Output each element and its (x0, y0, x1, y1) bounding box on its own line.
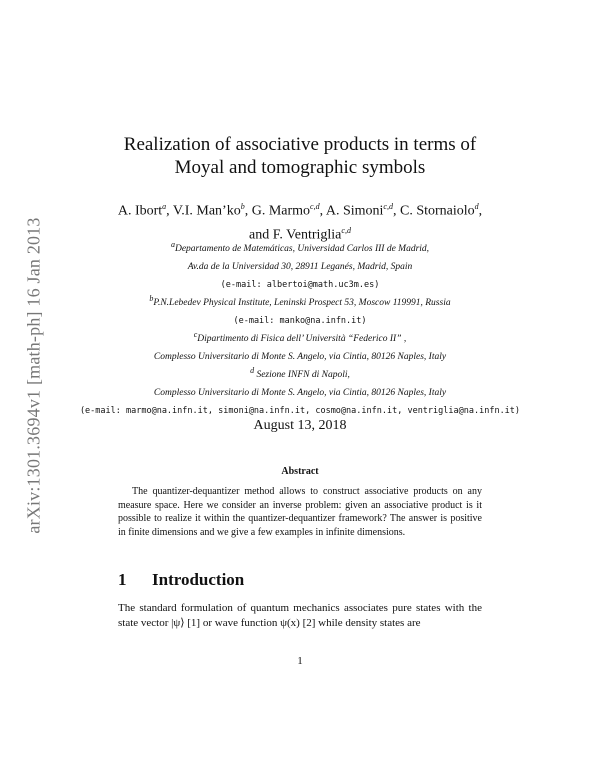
affiliation-c (60, 326, 540, 366)
affiliation-mark: c (193, 330, 198, 339)
email-b: (e-mail: manko@na.infn.it) (233, 316, 367, 327)
author-affiliation-mark: b (240, 202, 245, 211)
author-name: G. Marmo (251, 203, 311, 219)
author-name: and F. Ventriglia (249, 227, 342, 243)
affiliation-a-line-1 (60, 236, 540, 258)
abstract-heading: Abstract (281, 466, 319, 477)
affiliation-a-line-2: Av.da de la Universidad 30, 28911 Leganés, Madrid, Spain (187, 262, 413, 273)
title-line-2: Moyal and tomographic symbols (174, 157, 426, 178)
affiliation-d (60, 362, 540, 420)
author-name: A. Ibort (117, 203, 163, 219)
affiliation-d-line-1 (60, 362, 540, 384)
author-affiliation-mark: c,d (341, 225, 351, 235)
email-cd: (e-mail: marmo@na.infn.it, simoni@na.infn.it, cosmo@na.infn.it, ventriglia@na.infn.it) (79, 406, 521, 417)
affiliation-mark: d (250, 366, 255, 375)
arxiv-identifier (14, 185, 54, 565)
section-body-text: The standard formulation of quantum mechanics associates pure states with the state vector |ψ⟩ [1] or wave function ψ(x) [2] while density states are (118, 602, 482, 629)
affiliation-mark: b (149, 294, 154, 303)
author-separator: , (244, 203, 252, 219)
author-separator: , (319, 203, 326, 219)
arxiv-identifier-text: arXiv:1301.3694v1 [math-ph] 16 Jan 2013 (23, 216, 44, 534)
paper-date: August 13, 2018 (253, 418, 347, 433)
affiliation-text: Departamento de Matemáticas, Universidad Carlos III de Madrid, (174, 244, 430, 255)
author-affiliation-mark: a (162, 202, 167, 211)
section-title: Introduction (152, 570, 245, 589)
section-number: 1 (118, 570, 127, 589)
affiliation-b-line-1 (60, 290, 540, 312)
author-affiliation-mark: c,d (310, 202, 320, 211)
section-heading (118, 570, 244, 590)
affiliation-text: Sezione INFN di Napoli, (254, 370, 350, 381)
affiliation-text: P.N.Lebedev Physical Institute, Leninski Prospect 53, Moscow 119991, Russia (153, 298, 451, 309)
author-name: V.I. Man’ko (172, 203, 241, 219)
title-line-1: Realization of associative products in terms of (123, 134, 477, 155)
affiliation-mark: a (170, 240, 175, 249)
paper-title (80, 133, 520, 179)
affiliation-a (60, 236, 540, 294)
author-separator: , (478, 203, 483, 219)
author-affiliation-mark: d (474, 202, 479, 211)
author-affiliation-mark: c,d (383, 202, 393, 211)
author-separator: , (166, 203, 173, 219)
email-a: (e-mail: albertoi@math.uc3m.es) (220, 280, 380, 291)
abstract-text: The quantizer-dequantizer method allows to construct associative products on any measure space. Here we consider an inverse problem: given an associative product is it possible to realize it within the quantizer-dequantizer framework? The answer is positive in finite dimensions and we give a few examples in infinite dimensions. (118, 486, 482, 538)
author-line-1 (60, 197, 540, 221)
affiliation-b (60, 290, 540, 330)
affiliation-d-line-2: Complesso Universitario di Monte S. Angelo, via Cintia, 80126 Naples, Italy (153, 388, 447, 399)
author-name: C. Stornaiolo (399, 203, 475, 219)
author-separator: , (392, 203, 400, 219)
affiliation-c-line-1 (60, 326, 540, 348)
affiliation-text: Dipartimento di Fisica dell’ Università “Federico II” , (197, 334, 407, 345)
author-name: A. Simoni (325, 203, 384, 219)
affiliation-c-line-2: Complesso Universitario di Monte S. Angelo, via Cintia, 80126 Naples, Italy (153, 352, 447, 363)
page-number: 1 (297, 655, 303, 667)
